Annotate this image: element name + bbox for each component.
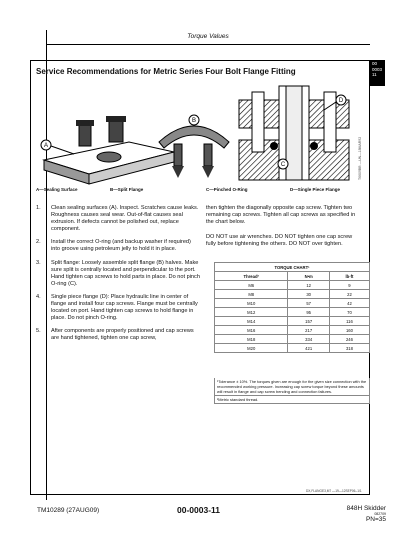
caption-a: A—Sealing Surface: [36, 187, 78, 192]
figure-id: T6609BB —UN—18MAR92: [358, 136, 362, 180]
table-row: [215, 290, 370, 299]
table-cell: 160: [329, 326, 369, 335]
table-row: [215, 317, 370, 326]
caption-b: B—Split Flange: [110, 187, 144, 192]
flange-cross-section: [239, 86, 349, 180]
torque-chart-title: TORQUE CHART¹: [215, 263, 370, 272]
table-cell: 30: [288, 290, 329, 299]
table-cell: M18: [215, 335, 288, 344]
table-row: [215, 299, 370, 308]
callout-a-label: A: [43, 143, 49, 149]
table-cell: 95: [288, 308, 329, 317]
section-tab: [370, 60, 385, 86]
callout-a: [41, 140, 74, 154]
table-cell: M10: [215, 299, 288, 308]
step-number: 2.: [36, 239, 41, 246]
step-item: [36, 328, 201, 342]
step-item: [36, 239, 201, 253]
step-number: 4.: [36, 293, 41, 300]
table-cell: 57: [288, 299, 329, 308]
footer-manual-id: TM10289 (27AUG09): [37, 507, 100, 514]
section-tab-line2: 0003: [372, 66, 383, 72]
step-text: Clean sealing surfaces (A). Inspect. Scratches cause leaks. Roughness causes seal wear. Out-of-flat causes seal extrusion. If defects cannot be polished out, replace component.: [51, 205, 199, 233]
step-text: Single piece flange (D): Place hydraulic line in center of flange and install four cap screws. Flange must be centrally located on port. Hand tighten cap screws to hold flange in place. Do not pinch O-ring.: [51, 293, 198, 322]
table-cell: 12: [288, 281, 329, 290]
procedure-steps: [36, 205, 201, 349]
callout-d-label: D: [338, 98, 344, 104]
thread-note: ²Metric standard thread.: [214, 396, 370, 404]
callout-b-label: B: [191, 118, 197, 124]
step-item: [36, 205, 201, 233]
step-item: [36, 260, 201, 288]
table-row: [215, 326, 370, 335]
table-cell: 421: [288, 344, 329, 353]
flange-fitting-illustration: [34, 82, 364, 186]
caption-d: D—Single Piece Flange: [290, 187, 341, 192]
table-cell: M12: [215, 308, 288, 317]
step-text: After components are properly positioned and cap screws are hand tightened, tighten one cap screw,: [51, 328, 194, 342]
table-cell: 217: [288, 326, 329, 335]
step-number: 5.: [36, 328, 41, 335]
step-item: [36, 294, 201, 322]
footer-date-code: 082709: [374, 512, 386, 516]
footer-model: 848H Skidder: [346, 505, 386, 512]
header-rule: [46, 44, 370, 45]
table-cell: 334: [288, 335, 329, 344]
step-text: Install the correct O-ring (and backup washer if required) into groove using petroleum jelly to hold it in place.: [51, 239, 191, 253]
footer-page-number: 00-0003-11: [177, 505, 221, 515]
col-header-nm: N•m: [288, 272, 329, 281]
col-header-lbft: lb-ft: [329, 272, 369, 281]
step-number: 1.: [36, 205, 41, 211]
table-cell: M6: [215, 281, 288, 290]
table-cell: M16: [215, 326, 288, 335]
page-header-title: Torque Values: [187, 33, 229, 40]
table-row: [215, 335, 370, 344]
table-cell: 70: [329, 308, 369, 317]
table-row: [215, 344, 370, 353]
callout-c-label: C: [280, 162, 286, 168]
table-cell: 318: [329, 344, 369, 353]
reference-code: DX,FLANGE3,M7 —19—12SEP06–1/1: [306, 489, 362, 493]
table-cell: 246: [329, 335, 369, 344]
torque-notes: [214, 378, 370, 404]
callout-b: [189, 115, 199, 125]
section-title: Service Recommendations for Metric Series Four Bolt Flange Fitting: [36, 67, 296, 76]
step-5-continuation: then tighten the diagonally opposite cap screw. Tighten two remaining cap screws. Tighten all cap screws as specified in the chart below.: [206, 205, 356, 226]
section-tab-line3: 11: [372, 72, 377, 77]
table-cell: M20: [215, 344, 288, 353]
torque-chart-table: [214, 262, 370, 353]
table-cell: M14: [215, 317, 288, 326]
caption-c: C—Pinched O-Ring: [206, 187, 248, 192]
table-row: [215, 308, 370, 317]
table-cell: 157: [288, 317, 329, 326]
col-header-thread: Thread²: [215, 272, 288, 281]
table-cell: 42: [329, 299, 369, 308]
table-cell: 116: [329, 317, 369, 326]
footer-pn: PN=35: [365, 516, 386, 523]
table-cell: 9: [329, 281, 369, 290]
table-cell: M8: [215, 290, 288, 299]
step-text: Split flange: Loosely assemble split flange (B) halves. Make sure split is centrally located and perpendicular to the port. Hand tighten cap screws to hold parts in place. Do not pinch O-ring (C).: [51, 259, 200, 287]
warning-paragraph: DO NOT use air wrenches. DO NOT tighten one cap screw fully before tightening the others. DO NOT over tighten.: [206, 234, 353, 248]
step-number: 3.: [36, 259, 41, 266]
tolerance-note: ¹Tolerance ± 10%. The torques given are enough for the given size connection with the recommended working pressure. Increasing cap screw torque beyond these amounts will result in flange and cap screw bending and connection failures.: [214, 378, 370, 396]
section-tab-line1: 00: [372, 61, 378, 66]
callout-c: [278, 159, 288, 169]
table-row: [215, 281, 370, 290]
table-cell: 22: [329, 290, 369, 299]
footer-right-block: [330, 505, 386, 523]
